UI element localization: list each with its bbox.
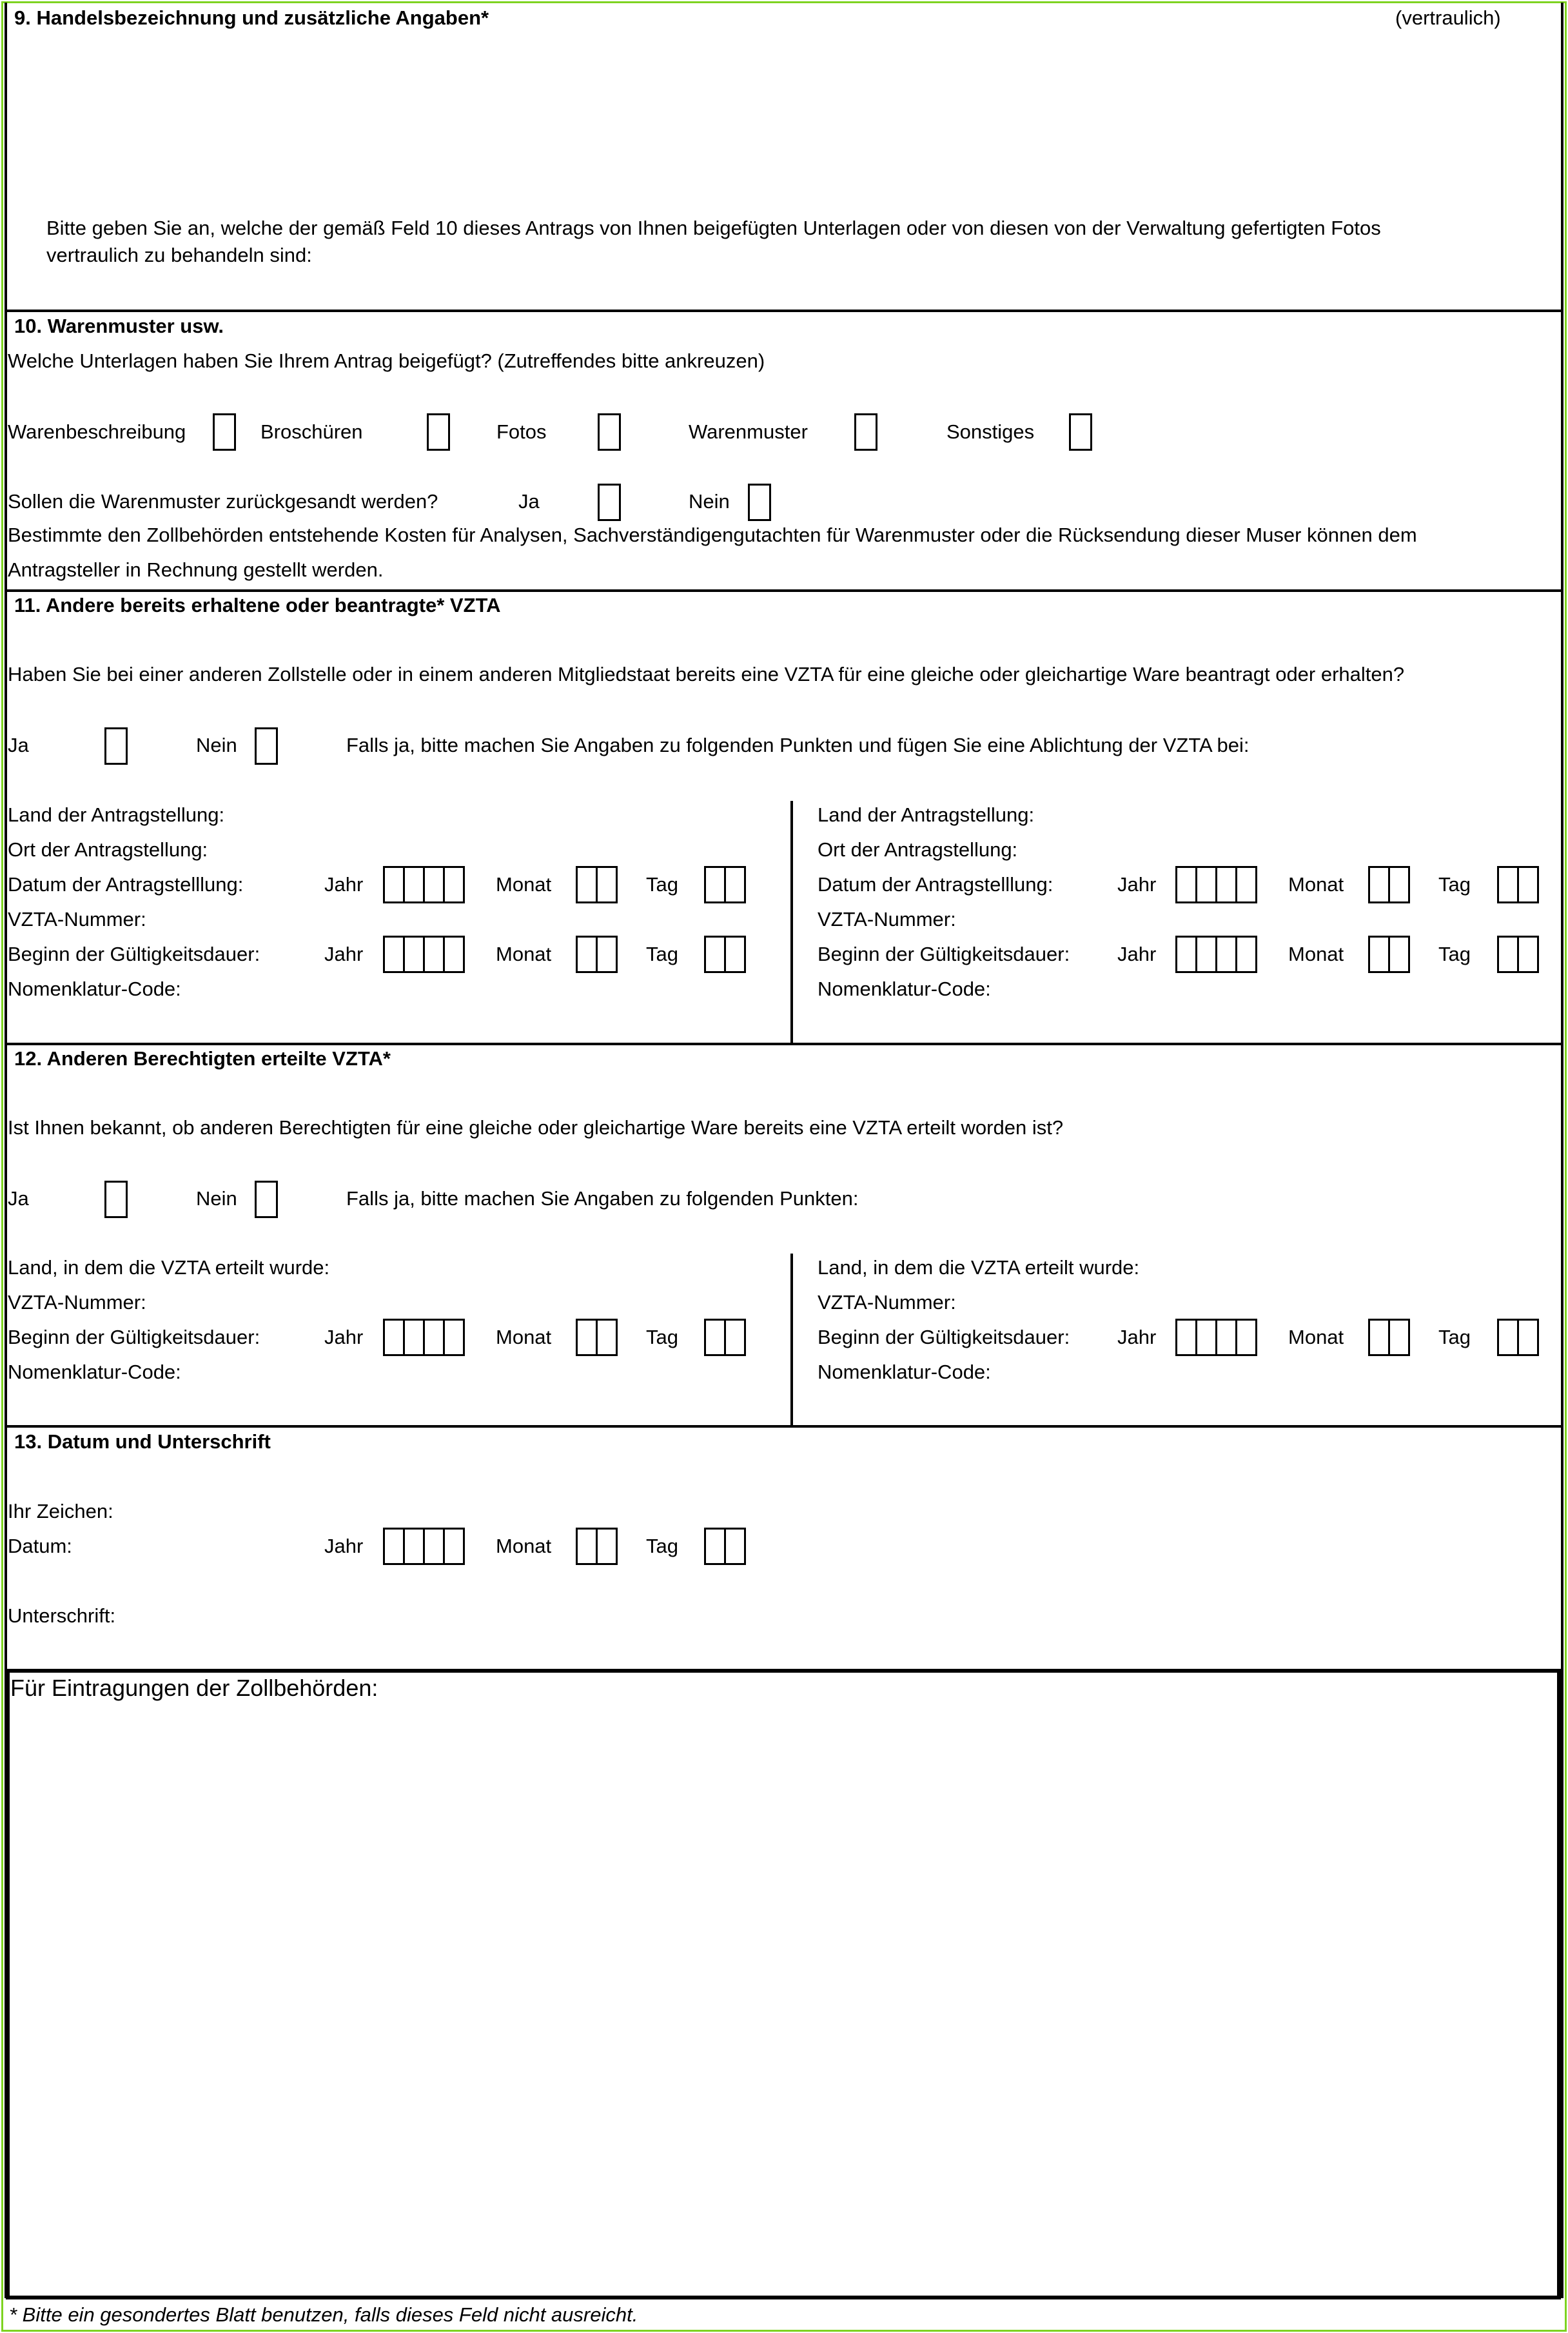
section-10-title: 10. Warenmuster usw. [14,315,224,337]
vzta-number-label: VZTA-Nummer: [8,1291,146,1314]
s12-no-checkbox[interactable] [255,1181,278,1218]
s11-yes-checkbox[interactable] [104,727,128,765]
s11-no-checkbox[interactable] [255,727,278,765]
year-field[interactable] [1175,866,1257,903]
validity-start-label: Beginn der Gültigkeitsdauer: [8,1326,260,1348]
section-12-title: 12. Anderen Berechtigten erteilte VZTA* [14,1047,391,1070]
broschueren-checkbox[interactable] [427,413,450,451]
return-no-label: Nein [689,490,730,513]
year-field[interactable] [383,866,465,903]
signature-label: Unterschrift: [8,1604,116,1627]
vzta-number-label: VZTA-Nummer: [8,908,146,930]
month-field[interactable] [1368,936,1410,973]
year-field[interactable] [383,936,465,973]
s12-yes-checkbox[interactable] [104,1181,128,1218]
day-field[interactable] [704,866,746,903]
issued-vzta-question: Ist Ihnen bekannt, ob anderen Berechtigten für eine gleiche oder gleichartige Ware bereits eine VZTA erteilt worden ist? [8,1116,1064,1139]
documents-question: Welche Unterlagen haben Sie Ihrem Antrag beigefügt? (Zutreffendes bitte ankreuzen) [8,349,765,372]
confidential-label: (vertraulich) [1395,6,1501,29]
vzta-number-label: VZTA-Nummer: [818,908,956,930]
column-divider [790,1254,793,1426]
day-label: Tag [1438,873,1471,896]
day-field[interactable] [1497,936,1539,973]
day-field[interactable] [1497,1319,1539,1356]
nomenclature-code-label: Nomenklatur-Code: [818,1361,991,1383]
day-label: Tag [1438,943,1471,965]
date-label: Datum: [8,1535,72,1557]
nomenclature-code-label: Nomenklatur-Code: [8,1361,181,1383]
day-label: Tag [646,1326,678,1348]
warenmuster-checkbox[interactable] [854,413,877,451]
year-label: Jahr [1117,1326,1157,1348]
validity-start-label: Beginn der Gültigkeitsdauer: [8,943,260,965]
place-label: Ort der Antragstellung: [8,838,208,861]
day-label: Tag [646,1535,678,1557]
s11-no-label: Nein [196,734,237,756]
country-label: Land der Antragstellung: [818,803,1035,826]
costs-note-line1: Bestimmte den Zollbehörden entstehende Kosten für Analysen, Sachverständigengutachten für Warenmuster oder die Rücksendung dieser Muser können dem [8,524,1417,546]
year-label: Jahr [324,943,364,965]
section-divider [5,1043,1563,1045]
confidential-note-line1: Bitte geben Sie an, welche der gemäß Feld 10 dieses Antrags von Ihnen beigefügten Unterlagen oder von diesen von der Verwaltung gefertigten Fotos [46,217,1381,239]
day-label: Tag [1438,1326,1471,1348]
application-date-label: Datum der Antragstelllung: [818,873,1054,896]
section-13-title: 13. Datum und Unterschrift [14,1430,271,1453]
reference-label: Ihr Zeichen: [8,1500,113,1522]
month-field[interactable] [576,866,618,903]
return-yes-label: Ja [518,490,540,513]
section-divider [5,1425,1563,1428]
country-label: Land der Antragstellung: [8,803,225,826]
day-label: Tag [646,943,678,965]
s11-if-yes-note: Falls ja, bitte machen Sie Angaben zu folgenden Punkten und fügen Sie eine Ablichtung der VZTA bei: [346,734,1250,756]
day-field[interactable] [704,1528,746,1565]
warenbeschreibung-checkbox[interactable] [213,413,236,451]
option-label: Warenbeschreibung [8,420,186,443]
day-field[interactable] [1497,866,1539,903]
sonstiges-checkbox[interactable] [1069,413,1092,451]
year-label: Jahr [324,1535,364,1557]
vzta-number-label: VZTA-Nummer: [818,1291,956,1314]
month-label: Monat [496,943,552,965]
issuing-country-label: Land, in dem die VZTA erteilt wurde: [818,1256,1140,1279]
month-label: Monat [1288,1326,1344,1348]
year-field[interactable] [1175,936,1257,973]
year-label: Jahr [1117,873,1157,896]
month-field[interactable] [576,936,618,973]
month-label: Monat [1288,943,1344,965]
month-label: Monat [1288,873,1344,896]
validity-start-label: Beginn der Gültigkeitsdauer: [818,943,1070,965]
official-use-box [6,1669,1561,2299]
nomenclature-code-label: Nomenklatur-Code: [8,978,181,1000]
month-field[interactable] [576,1528,618,1565]
year-label: Jahr [1117,943,1157,965]
month-label: Monat [496,1326,552,1348]
confidential-note-line2: vertraulich zu behandeln sind: [46,244,312,266]
other-vzta-question: Haben Sie bei einer anderen Zollstelle oder in einem anderen Mitgliedstaat bereits eine VZTA für eine gleiche oder gleichartige Ware beantragt oder erhalten? [8,663,1405,685]
column-divider [790,801,793,1045]
validity-start-label: Beginn der Gültigkeitsdauer: [818,1326,1070,1348]
year-field[interactable] [383,1528,465,1565]
return-no-checkbox[interactable] [748,484,771,521]
s11-yes-label: Ja [8,734,29,756]
month-field[interactable] [576,1319,618,1356]
section-9-title: 9. Handelsbezeichnung und zusätzliche Angaben* [14,6,489,29]
return-question: Sollen die Warenmuster zurückgesandt werden? [8,490,438,513]
year-field[interactable] [1175,1319,1257,1356]
costs-note-line2: Antragsteller in Rechnung gestellt werden. [8,558,384,581]
footnote: * Bitte ein gesondertes Blatt benutzen, falls dieses Feld nicht ausreicht. [9,2303,638,2326]
official-use-title: Für Eintragungen der Zollbehörden: [10,1675,378,1701]
year-label: Jahr [324,873,364,896]
section-11-title: 11. Andere bereits erhaltene oder beantragte* VZTA [14,594,501,616]
month-label: Monat [496,1535,552,1557]
place-label: Ort der Antragstellung: [818,838,1018,861]
return-yes-checkbox[interactable] [598,484,621,521]
option-label: Fotos [496,420,547,443]
nomenclature-code-label: Nomenklatur-Code: [818,978,991,1000]
s12-yes-label: Ja [8,1187,29,1210]
section-divider [5,310,1563,312]
application-date-label: Datum der Antragstelllung: [8,873,244,896]
month-field[interactable] [1368,866,1410,903]
day-label: Tag [646,873,678,896]
fotos-checkbox[interactable] [598,413,621,451]
s12-if-yes-note: Falls ja, bitte machen Sie Angaben zu folgenden Punkten: [346,1187,859,1210]
month-field[interactable] [1368,1319,1410,1356]
day-field[interactable] [704,1319,746,1356]
day-field[interactable] [704,936,746,973]
month-label: Monat [496,873,552,896]
s12-no-label: Nein [196,1187,237,1210]
option-label: Warenmuster [689,420,808,443]
year-field[interactable] [383,1319,465,1356]
option-label: Sonstiges [946,420,1035,443]
issuing-country-label: Land, in dem die VZTA erteilt wurde: [8,1256,330,1279]
year-label: Jahr [324,1326,364,1348]
option-label: Broschüren [260,420,363,443]
section-divider [5,589,1563,592]
